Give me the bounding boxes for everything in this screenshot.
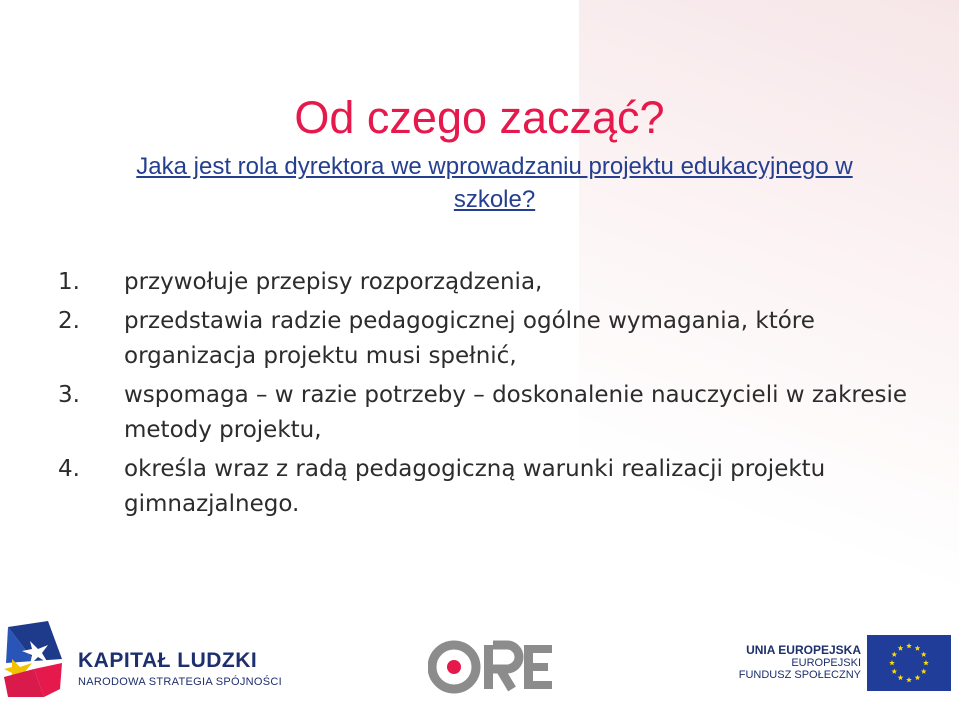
list-item <box>58 452 938 522</box>
list-text: przywołuje przepisy rozporządzenia, <box>124 269 543 295</box>
list-number: 2. <box>58 308 80 334</box>
kapital-ludzki-subtitle: NARODOWA STRATEGIA SPÓJNOŚCI <box>78 676 282 688</box>
kapital-ludzki-title: KAPITAŁ LUDZKI <box>78 649 258 672</box>
ue-fund-line1: EUROPEJSKI <box>791 657 861 669</box>
ue-fund-line2: FUNDUSZ SPOŁECZNY <box>738 669 861 681</box>
list-text: określa wraz z radą pedagogiczną warunki realizacji projektu gimnazjalnego. <box>124 456 826 517</box>
ue-title: UNIA EUROPEJSKA <box>746 643 861 657</box>
list-text: przedstawia radzie pedagogicznej ogólne wymagania, które organizacja projektu musi spełnić, <box>124 308 815 369</box>
list-item <box>58 265 938 300</box>
list-text: wspomaga – w razie potrzeby – doskonalenie nauczycieli w zakresie metody projektu, <box>124 382 908 443</box>
list-number: 3. <box>58 382 80 408</box>
role-list <box>58 265 938 526</box>
list-number: 1. <box>58 269 80 295</box>
slide-question: Jaka jest rola dyrektora we wprowadzaniu projektu edukacyjnego w szkole? <box>136 153 853 213</box>
kapital-ludzki-text <box>78 649 282 688</box>
ue-text <box>739 643 861 681</box>
ore-logo-icon <box>428 637 558 697</box>
list-item <box>58 378 938 448</box>
list-item <box>58 304 938 374</box>
eu-flag-icon <box>867 635 951 691</box>
slide-title: Od czego zacząć? <box>294 92 665 144</box>
footer-logos <box>0 615 959 710</box>
kapital-ludzki-logo-icon <box>4 619 66 699</box>
list-number: 4. <box>58 456 80 482</box>
